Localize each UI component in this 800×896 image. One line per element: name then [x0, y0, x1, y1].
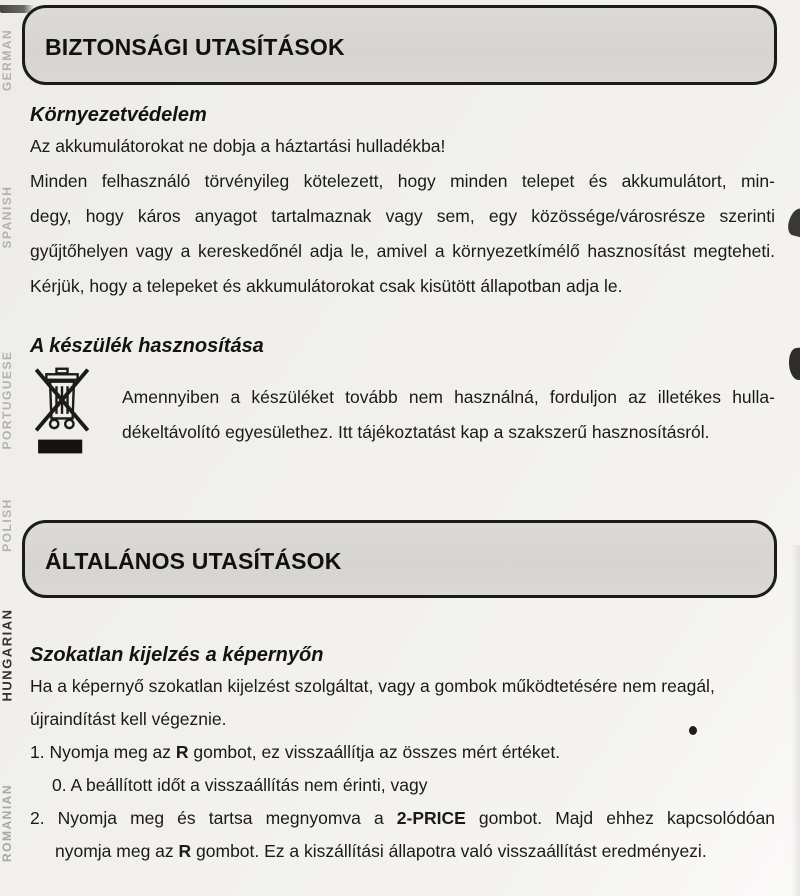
- body-line: dékeltávolító egyesülethez. Itt tájékoztatást kap a szakszerű hasznosításról.: [122, 422, 710, 442]
- list-item-1-note: 0. A beállított időt a visszaállítás nem érinti, vagy: [52, 775, 428, 795]
- list-item-text: gombot. Majd ehhez kapcsolódóan: [465, 808, 775, 828]
- sidebar-label-portuguese: PORTUGUESE: [0, 350, 14, 450]
- section-header-safety: [22, 5, 777, 85]
- body-line: Ha a képernyő szokatlan kijelzést szolgáltat, vagy a gombok működtetésére nem reagál,: [30, 676, 715, 696]
- scan-artifact-page-edge: [791, 545, 800, 896]
- scanned-manual-page: [0, 5, 800, 896]
- list-item-text: nyomja meg az: [55, 841, 179, 861]
- list-item-1: [30, 736, 775, 769]
- weee-icon-box: [34, 366, 92, 458]
- scan-artifact-ink-dot: [689, 726, 697, 735]
- list-item-2-cont: [30, 835, 775, 868]
- body-line: Minden felhasználó törvényileg kötelezett, hogy minden telepet és akkumulátort, min-: [30, 171, 775, 191]
- list-item-text: 1. Nyomja meg az: [30, 742, 176, 762]
- list-item-text: gombot, ez visszaállítja az összes mért értéket.: [188, 742, 561, 762]
- recycling-row: [30, 366, 775, 458]
- list-item-text: 2. Nyomja meg és tartsa megnyomva a: [30, 808, 397, 828]
- weee-crossed-bin-icon: [34, 366, 90, 458]
- button-name-r: R: [178, 841, 192, 861]
- section-header-general-title: ÁLTALÁNOS UTASÍTÁSOK: [45, 547, 342, 574]
- sidebar-label-german: GERMAN: [0, 28, 14, 92]
- body-line: újraindítást kell végeznie.: [30, 709, 227, 729]
- sidebar-label-hungarian: HUNGARIAN: [0, 608, 15, 702]
- body-line: Amennyiben a készüléket tovább nem használná, forduljon az illetékes hulla-: [122, 387, 775, 407]
- button-name-2-price: 2-PRICE: [396, 808, 466, 828]
- scan-artifact-top-smudge: [0, 5, 34, 13]
- body-line: Kérjük, hogy a telepeket és akkumulátorokat csak kisütött állapotban adja le.: [30, 276, 623, 296]
- section-header-general: [22, 520, 777, 598]
- recycling-text: [122, 380, 775, 458]
- list-item-2: [30, 802, 775, 835]
- sidebar-label-romanian: ROMANIAN: [0, 784, 14, 862]
- sidebar-label-spanish: SPANISH: [0, 185, 14, 249]
- page-content: [0, 101, 800, 458]
- body-line: Az akkumulátorokat ne dobja a háztartási hulladékba!: [30, 136, 446, 156]
- recycling-section-title: A készülék hasznosítása: [30, 335, 264, 357]
- button-name-r: R: [175, 742, 189, 762]
- sidebar-label-polish: POLISH: [0, 498, 14, 552]
- body-line: degy, hogy káros anyagot tartalmaznak vagy sem, egy közössége/városrésze szerinti: [30, 206, 775, 226]
- list-item-text: gombot. Ez a kiszállítási állapotra való visszaállítást eredményezi.: [191, 841, 707, 861]
- body-line: gyűjtőhelyen vagy a kereskedőnél adja le, amivel a környezetkímélő hasznosítást megteheti.: [30, 241, 775, 261]
- general-content: [0, 640, 800, 868]
- section-header-safety-title: BIZTONSÁGI UTASÍTÁSOK: [45, 33, 345, 60]
- display-section-title: Szokatlan kijelzés a képernyőn: [30, 644, 324, 666]
- environment-section-title: Környezetvédelem: [30, 104, 207, 126]
